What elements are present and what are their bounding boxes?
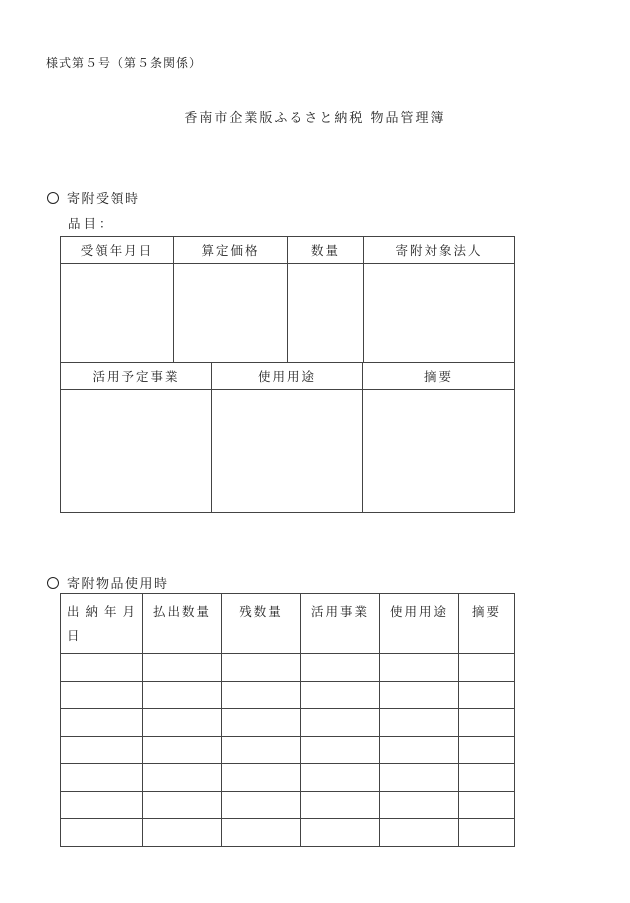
ledger-cell[interactable] <box>380 819 459 847</box>
document-title: 香南市企業版ふるさと納税 物品管理簿 <box>184 111 446 126</box>
ledger-cell[interactable] <box>222 709 301 737</box>
ledger-cell[interactable] <box>143 681 222 709</box>
header-utilized-project: 活用事業 <box>301 594 380 654</box>
ledger-cell[interactable] <box>143 819 222 847</box>
table-row <box>61 819 515 847</box>
ledger-cell[interactable] <box>459 819 515 847</box>
ledger-cell[interactable] <box>301 709 380 737</box>
ledger-cell[interactable] <box>143 764 222 792</box>
planned-use-table <box>60 362 515 513</box>
ledger-cell[interactable] <box>61 764 143 792</box>
table-row <box>61 709 515 737</box>
section-usage-heading-text: 寄附物品使用時 <box>67 577 169 592</box>
ledger-cell[interactable] <box>61 709 143 737</box>
receipt-date-cell[interactable] <box>61 264 174 363</box>
ledger-cell[interactable] <box>61 654 143 682</box>
table-row <box>61 264 515 363</box>
usage-ledger-table <box>60 593 515 847</box>
ledger-cell[interactable] <box>143 654 222 682</box>
header-usage-purpose-2: 使用用途 <box>380 594 459 654</box>
header-remarks-2: 摘要 <box>459 594 515 654</box>
ledger-cell[interactable] <box>222 681 301 709</box>
ledger-cell[interactable] <box>301 791 380 819</box>
ledger-cell[interactable] <box>459 764 515 792</box>
header-donor-corporation: 寄附対象法人 <box>364 237 515 264</box>
usage-purpose-cell[interactable] <box>212 390 363 513</box>
table-row <box>61 390 515 513</box>
ledger-cell[interactable] <box>143 791 222 819</box>
receipt-table <box>60 236 515 363</box>
ledger-cell[interactable] <box>301 681 380 709</box>
ledger-cell[interactable] <box>380 681 459 709</box>
section-usage-heading <box>47 573 169 592</box>
ledger-cell[interactable] <box>143 736 222 764</box>
ledger-cell[interactable] <box>61 681 143 709</box>
ledger-cell[interactable] <box>61 791 143 819</box>
section-receipt-heading-text: 寄附受領時 <box>67 192 140 207</box>
ledger-cell[interactable] <box>380 709 459 737</box>
ledger-cell[interactable] <box>459 654 515 682</box>
header-quantity: 数量 <box>288 237 364 264</box>
ledger-cell[interactable] <box>459 791 515 819</box>
header-remarks: 摘要 <box>363 363 515 390</box>
circle-bullet-icon <box>47 192 59 204</box>
ledger-cell[interactable] <box>459 709 515 737</box>
ledger-cell[interactable] <box>301 654 380 682</box>
ledger-cell[interactable] <box>380 654 459 682</box>
header-remaining-quantity: 残数量 <box>222 594 301 654</box>
table-row <box>61 736 515 764</box>
assessed-value-cell[interactable] <box>174 264 288 363</box>
header-issued-quantity: 払出数量 <box>143 594 222 654</box>
quantity-cell[interactable] <box>288 264 364 363</box>
ledger-cell[interactable] <box>222 654 301 682</box>
ledger-cell[interactable] <box>61 819 143 847</box>
planned-project-cell[interactable] <box>61 390 212 513</box>
ledger-cell[interactable] <box>61 736 143 764</box>
ledger-cell[interactable] <box>459 736 515 764</box>
table-row <box>61 764 515 792</box>
ledger-cell[interactable] <box>143 709 222 737</box>
ledger-cell[interactable] <box>459 681 515 709</box>
table-row <box>61 681 515 709</box>
item-label: 品目： <box>68 216 115 231</box>
ledger-cell[interactable] <box>380 764 459 792</box>
ledger-cell[interactable] <box>301 736 380 764</box>
header-receipt-date: 受領年月日 <box>61 237 174 264</box>
form-number: 様式第５号（第５条関係） <box>46 56 203 70</box>
header-transaction-date: 出納年月日 <box>61 594 143 654</box>
ledger-cell[interactable] <box>222 736 301 764</box>
table-row <box>61 654 515 682</box>
donor-corporation-cell[interactable] <box>364 264 515 363</box>
table-row <box>61 791 515 819</box>
ledger-cell[interactable] <box>222 764 301 792</box>
header-planned-project: 活用予定事業 <box>61 363 212 390</box>
header-assessed-value: 算定価格 <box>174 237 288 264</box>
ledger-cell[interactable] <box>380 791 459 819</box>
ledger-cell[interactable] <box>222 819 301 847</box>
remarks-cell[interactable] <box>363 390 515 513</box>
ledger-cell[interactable] <box>380 736 459 764</box>
ledger-cell[interactable] <box>301 764 380 792</box>
header-usage-purpose: 使用用途 <box>212 363 363 390</box>
circle-bullet-icon <box>47 577 59 589</box>
section-receipt-heading <box>47 188 140 207</box>
ledger-cell[interactable] <box>301 819 380 847</box>
ledger-cell[interactable] <box>222 791 301 819</box>
